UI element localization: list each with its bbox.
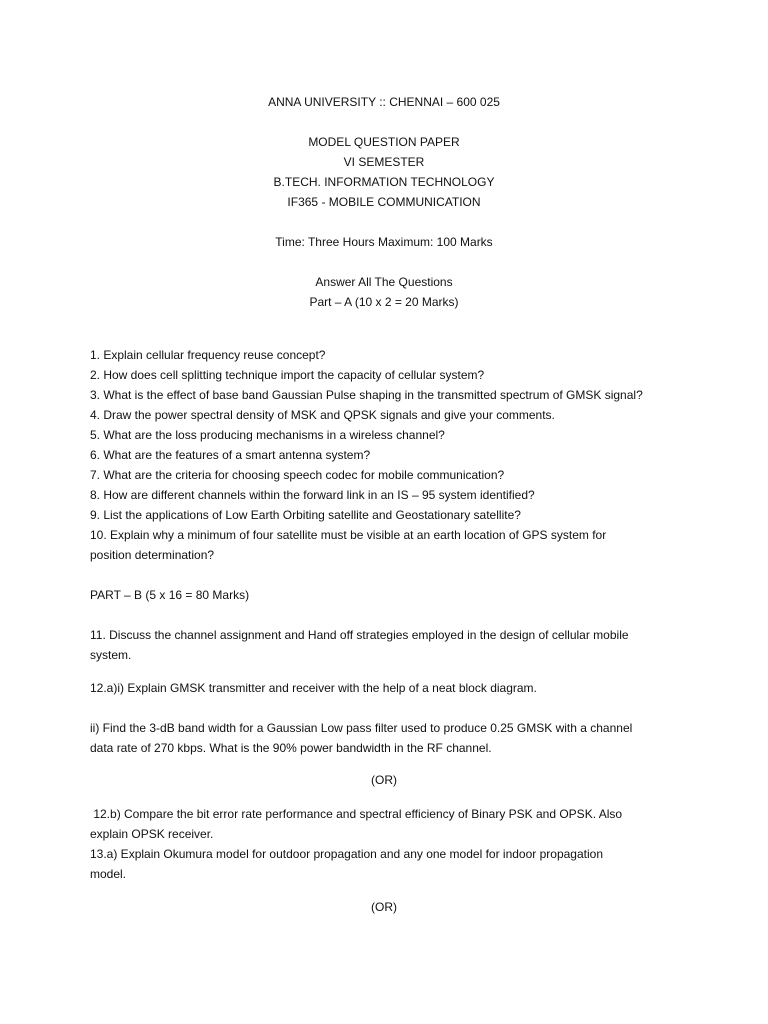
part-a-question: 6. What are the features of a smart antenna system? [90, 448, 371, 462]
question-13a-continued: model. [90, 867, 127, 881]
part-a-question: 4. Draw the power spectral density of MSK and QPSK signals and give your comments. [90, 408, 555, 422]
question-12a-ii: ii) Find the 3-dB band width for a Gaussian Low pass filter used to produce 0.25 GMSK with a channel [90, 721, 633, 735]
or-separator: (OR) [371, 900, 397, 914]
or-separator: (OR) [371, 773, 397, 787]
part-a-question: 2. How does cell splitting technique import the capacity of cellular system? [90, 368, 485, 382]
semester: VI SEMESTER [343, 155, 425, 169]
question-12a-i: 12.a)i) Explain GMSK transmitter and receiver with the help of a neat block diagram. [90, 681, 537, 695]
university-title: ANNA UNIVERSITY :: CHENNAI – 600 025 [268, 95, 500, 109]
question-11: 11. Discuss the channel assignment and Hand off strategies employed in the design of cellular mobile [90, 628, 629, 642]
paper-type: MODEL QUESTION PAPER [308, 135, 460, 149]
part-a-question: 9. List the applications of Low Earth Orbiting satellite and Geostationary satellite? [90, 508, 521, 522]
question-12b: 12.b) Compare the bit error rate performance and spectral efficiency of Binary PSK and OPSK. Also [90, 807, 623, 821]
part-a-question: 8. How are different channels within the forward link in an IS – 95 system identified? [90, 488, 535, 502]
part-a-question: 7. What are the criteria for choosing speech codec for mobile communication? [90, 468, 505, 482]
part-a-question: 10. Explain why a minimum of four satellite must be visible at an earth location of GPS system for [90, 528, 607, 542]
part-a-question: 1. Explain cellular frequency reuse concept? [90, 348, 326, 362]
question-12b-continued: explain OPSK receiver. [90, 827, 214, 841]
part-b-heading: PART – B (5 x 16 = 80 Marks) [90, 588, 250, 602]
part-a-question-continued: position determination? [90, 548, 215, 562]
part-a-question: 3. What is the effect of base band Gaussian Pulse shaping in the transmitted spectrum of GMSK signal? [90, 388, 643, 402]
question-11-continued: system. [90, 648, 132, 662]
time-and-marks: Time: Three Hours Maximum: 100 Marks [275, 235, 493, 249]
course-title: IF365 - MOBILE COMMUNICATION [287, 195, 481, 209]
part-a-question: 5. What are the loss producing mechanisms in a wireless channel? [90, 428, 445, 442]
part-a-heading: Part – A (10 x 2 = 20 Marks) [309, 295, 459, 309]
question-13a: 13.a) Explain Okumura model for outdoor propagation and any one model for indoor propagation [90, 847, 603, 861]
question-12a-ii-continued: data rate of 270 kbps. What is the 90% power bandwidth in the RF channel. [90, 741, 492, 755]
degree: B.TECH. INFORMATION TECHNOLOGY [273, 175, 495, 189]
instruction: Answer All The Questions [315, 275, 453, 289]
